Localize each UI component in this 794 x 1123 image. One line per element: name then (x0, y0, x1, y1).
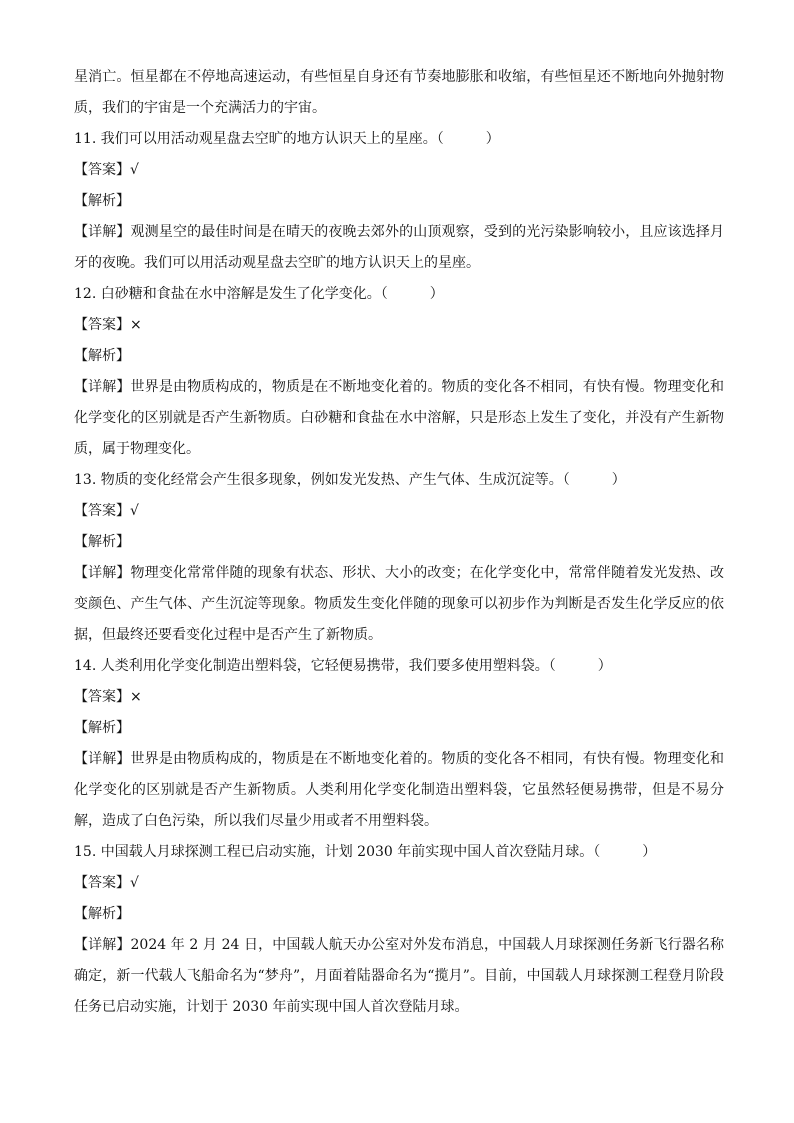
question-stem (74, 465, 724, 496)
detail-paragraph (74, 372, 724, 465)
question-15 (74, 837, 724, 1023)
question-11 (74, 124, 724, 279)
question-stem (74, 124, 724, 155)
answer-label: 【答案】 (74, 875, 130, 891)
answer-label: 【答案】 (74, 162, 130, 178)
bracket-close: ） (611, 472, 626, 488)
answer-label: 【答案】 (74, 689, 130, 705)
analysis-label: 【解析】 (74, 906, 130, 922)
answer-mark: √ (130, 162, 139, 178)
detail-text: 观测星空的最佳时间是在晴天的夜晚去郊外的山顶观察，受到的光污染影响较小，且应该选择月牙的夜晚。我们可以用活动观星盘去空旷的地方认识天上的星座。 (74, 224, 725, 271)
detail-text: 世界是由物质构成的，物质是在不断地变化着的。物质的变化各不相同，有快有慢。物理变化和化学变化的区别就是否产生新物质。白砂糖和食盐在水中溶解，只是形态上发生了变化，并没有产生新物质，属于物理变化。 (74, 379, 725, 457)
detail-label: 【详解】 (74, 565, 131, 581)
bracket-close: ） (485, 131, 500, 147)
detail-paragraph (74, 217, 724, 279)
answer-line (74, 682, 724, 713)
detail-text: 2024 年 2 月 24 日，中国载人航天办公室对外发布消息，中国载人月球探测任务新飞行器名称确定，新一代载人飞船命名为“梦舟”，月面着陆器命名为“揽月”。目前，中国载人月球探测工程登月阶段任务已启动实施，计划于 2030 年前实现中国人首次登陆月球。 (74, 937, 724, 1015)
detail-paragraph (74, 744, 724, 837)
question-stem (74, 651, 724, 682)
bracket-close: ） (597, 658, 612, 674)
answer-line (74, 155, 724, 186)
question-text: 13. 物质的变化经常会产生很多现象，例如发光发热、产生气体、生成沉淀等。（ (74, 472, 570, 488)
detail-text: 世界是由物质构成的，物质是在不断地变化着的。物质的变化各不相同，有快有慢。物理变化和化学变化的区别就是否产生新物质。人类利用化学变化制造出塑料袋，它虽然轻便易携带，但是不易分解，造成了白色污染，所以我们尽量少用或者不用塑料袋。 (74, 751, 725, 829)
detail-paragraph (74, 930, 724, 1023)
analysis-label: 【解析】 (74, 193, 130, 209)
analysis-label: 【解析】 (74, 720, 130, 736)
answer-mark: √ (130, 503, 139, 519)
question-14 (74, 651, 724, 837)
question-stem (74, 279, 724, 310)
answer-line (74, 868, 724, 899)
answer-mark: √ (130, 875, 139, 891)
answer-mark: × (130, 317, 142, 333)
answer-label: 【答案】 (74, 503, 130, 519)
intro-paragraph: 星消亡。恒星都在不停地高速运动，有些恒星自身还有节奏地膨胀和收缩，有些恒星还不断地向外抛射物质，我们的宇宙是一个充满活力的宇宙。 (74, 69, 724, 116)
analysis-label: 【解析】 (74, 348, 130, 364)
detail-label: 【详解】 (74, 751, 131, 767)
detail-text: 物理变化常常伴随的现象有状态、形状、大小的改变；在化学变化中，常常伴随着发光发热、改变颜色、产生气体、产生沉淀等现象。物质发生变化伴随的现象可以初步作为判断是否发生化学反应的依据，但最终还要看变化过程中是否产生了新物质。 (74, 565, 725, 643)
question-stem (74, 837, 724, 868)
question-12 (74, 279, 724, 465)
answer-line (74, 310, 724, 341)
question-13 (74, 465, 724, 651)
question-text: 11. 我们可以用活动观星盘去空旷的地方认识天上的星座。（ (74, 131, 444, 147)
detail-label: 【详解】 (74, 937, 131, 953)
question-text: 12. 白砂糖和食盐在水中溶解是发生了化学变化。（ (74, 286, 388, 302)
answer-mark: × (130, 689, 142, 705)
answer-label: 【答案】 (74, 317, 130, 333)
detail-label: 【详解】 (74, 224, 131, 240)
question-text: 15. 中国载人月球探测工程已启动实施，计划 2030 年前实现中国人首次登陆月球。（ (74, 844, 601, 860)
bracket-close: ） (429, 286, 444, 302)
analysis-label: 【解析】 (74, 534, 130, 550)
detail-label: 【详解】 (74, 379, 131, 395)
bracket-close: ） (642, 844, 657, 860)
detail-paragraph (74, 558, 724, 651)
answer-line (74, 496, 724, 527)
question-text: 14. 人类利用化学变化制造出塑料袋，它轻便易携带，我们要多使用塑料袋。（ (74, 658, 556, 674)
document-content (74, 62, 724, 1023)
